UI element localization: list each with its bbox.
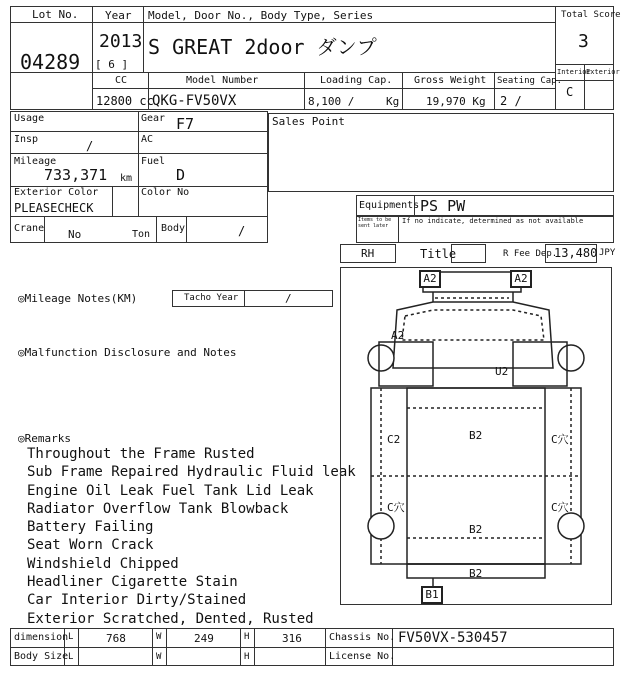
chassis-number: FV50VX-530457	[398, 630, 508, 646]
remark-line: Headliner Cigarette Stain	[27, 574, 238, 591]
vehicle-diagram	[340, 267, 612, 605]
body-size-label: Body Size	[14, 651, 69, 662]
h-value: 316	[282, 632, 302, 645]
year-value: 2013	[99, 31, 143, 52]
divider	[494, 72, 495, 110]
exterior-color: PLEASECHECK	[14, 201, 94, 215]
mileage-value: 733,371	[44, 166, 108, 184]
seating-cap: 2 /	[500, 94, 522, 108]
divider	[44, 216, 45, 243]
damage-label-b2-bottom: B2	[469, 567, 483, 580]
rfee-label: R Fee Dep.	[503, 249, 558, 259]
tacho-label: Tacho Year	[184, 293, 239, 303]
rfee-unit: JPY	[599, 248, 616, 258]
cc-value: 12800 cc	[96, 94, 154, 108]
remark-line: Throughout the Frame Rusted	[27, 446, 255, 462]
crane-unit: Ton	[132, 229, 151, 240]
divider	[138, 111, 139, 216]
l-value: 768	[106, 632, 126, 645]
damage-label-c-hole-upper: C穴	[551, 433, 569, 446]
interior-score: C	[566, 85, 574, 99]
damage-label-b2-upper: B2	[469, 429, 483, 442]
model-number-label: Model Number	[186, 75, 259, 86]
gear-value: F7	[176, 115, 195, 133]
color-no-label: Color No	[141, 187, 190, 198]
fuel-value: D	[176, 166, 186, 184]
insp-value: /	[86, 139, 94, 153]
model-label: Model, Door No., Body Type, Series	[148, 9, 374, 22]
model-number: QKG-FV50VX	[152, 93, 237, 109]
l-label: L	[68, 632, 74, 642]
model-text: S GREAT 2door ダンプ	[148, 35, 377, 59]
divider	[78, 628, 79, 666]
damage-label-c-hole-left: C穴	[387, 501, 405, 514]
damage-label-c-hole-right: C穴	[551, 501, 569, 514]
interior-label: Interior	[557, 68, 591, 76]
remark-line: Radiator Overflow Tank Blowback	[27, 500, 289, 517]
exterior-label: Exterior	[586, 68, 620, 76]
damage-label-u2: U2	[495, 365, 509, 378]
seating-cap-label: Seating Cap.	[497, 76, 563, 86]
usage-label: Usage	[14, 113, 45, 124]
lot-number: 04289	[20, 50, 81, 74]
sales-point-label: Sales Point	[272, 115, 345, 128]
mileage-unit: km	[120, 173, 133, 184]
equipments-value: PS PW	[420, 197, 466, 215]
items-later-label: Items to be sent later	[358, 217, 392, 229]
title-label: Title	[420, 247, 457, 261]
divider	[186, 216, 187, 243]
w-label: W	[156, 632, 162, 642]
damage-label-b2-lower: B2	[469, 523, 483, 536]
damage-tag-b1: B1	[421, 586, 443, 604]
remarks-list	[27, 445, 356, 628]
divider	[325, 628, 326, 666]
license-label: License No.	[329, 651, 396, 662]
divider	[10, 153, 268, 154]
lot-label: Lot No.	[32, 8, 79, 21]
divider	[10, 22, 556, 23]
body-size-h-label: H	[244, 652, 250, 662]
h-label: H	[244, 632, 250, 642]
divider	[254, 628, 255, 666]
mileage-notes-label: ◎Mileage Notes(KM)	[18, 292, 138, 305]
chassis-label: Chassis No.	[329, 632, 396, 643]
equipments-label: Equipments	[359, 200, 420, 211]
fuel-label: Fuel	[141, 156, 166, 167]
remark-line: Windshield Chipped	[27, 555, 179, 572]
cc-label: CC	[115, 75, 128, 86]
mileage-label: Mileage	[14, 156, 57, 167]
damage-label-c2: C2	[387, 433, 401, 446]
body-value: /	[238, 224, 246, 238]
remark-line: Engine Oil Leak Fuel Tank Lid Leak	[27, 482, 314, 499]
malfunction-label: ◎Malfunction Disclosure and Notes	[18, 346, 237, 359]
divider	[92, 88, 556, 89]
divider	[92, 6, 93, 72]
divider	[156, 216, 157, 243]
divider	[143, 6, 144, 72]
gross-weight: 19,970 Kg	[426, 95, 486, 108]
body-label: Body	[161, 223, 186, 234]
dimension-label: dimension	[14, 632, 69, 643]
year-month: [ 6 ]	[95, 58, 129, 71]
total-score-label: Total Score	[561, 10, 621, 20]
remark-line: Battery Failing	[27, 519, 154, 536]
crane-value: No	[68, 228, 82, 241]
damage-label-a2-cab: A2	[391, 329, 405, 342]
divider	[10, 647, 614, 648]
damage-tag-a2-left: A2	[419, 270, 441, 288]
exterior-color-label: Exterior Color	[14, 187, 99, 198]
not-indicated-note: If no indicate, determined as not available	[402, 217, 584, 225]
total-score: 3	[578, 31, 589, 52]
remark-line: Exterior Scratched, Dented, Rusted	[27, 610, 314, 627]
tacho-value: /	[285, 292, 292, 305]
remark-line: Car Interior Dirty/Stained	[27, 592, 247, 609]
divider	[244, 290, 245, 307]
body-size-l-label: L	[68, 652, 74, 662]
gear-label: Gear	[141, 113, 166, 124]
w-value: 249	[194, 632, 214, 645]
body-size-w-label: W	[156, 652, 162, 662]
divider	[304, 72, 305, 110]
divider	[402, 72, 403, 110]
loading-cap-label: Loading Cap.	[320, 75, 393, 86]
rfee-value: 13,480	[554, 246, 598, 260]
loading-cap: 8,100 /	[308, 95, 355, 108]
divider	[398, 216, 399, 243]
remark-line: Seat Worn Crack	[27, 537, 154, 554]
divider	[10, 131, 268, 132]
divider	[92, 72, 93, 110]
remarks-label: ◎Remarks	[18, 432, 71, 445]
insp-label: Insp	[14, 134, 39, 145]
divider	[166, 628, 167, 666]
steering-value: RH	[361, 247, 375, 260]
ac-label: AC	[141, 134, 154, 145]
divider	[112, 186, 113, 216]
divider	[240, 628, 241, 666]
year-label: Year	[105, 9, 132, 22]
crane-label: Crane	[14, 223, 45, 234]
remark-line: Sub Frame Repaired Hydraulic Fluid leak	[27, 464, 356, 481]
title-box	[451, 244, 486, 263]
divider	[10, 216, 268, 217]
damage-tag-a2-right: A2	[510, 270, 532, 288]
loading-unit: Kg	[386, 95, 400, 108]
gross-weight-label: Gross Weight	[414, 75, 487, 86]
divider	[152, 628, 153, 666]
